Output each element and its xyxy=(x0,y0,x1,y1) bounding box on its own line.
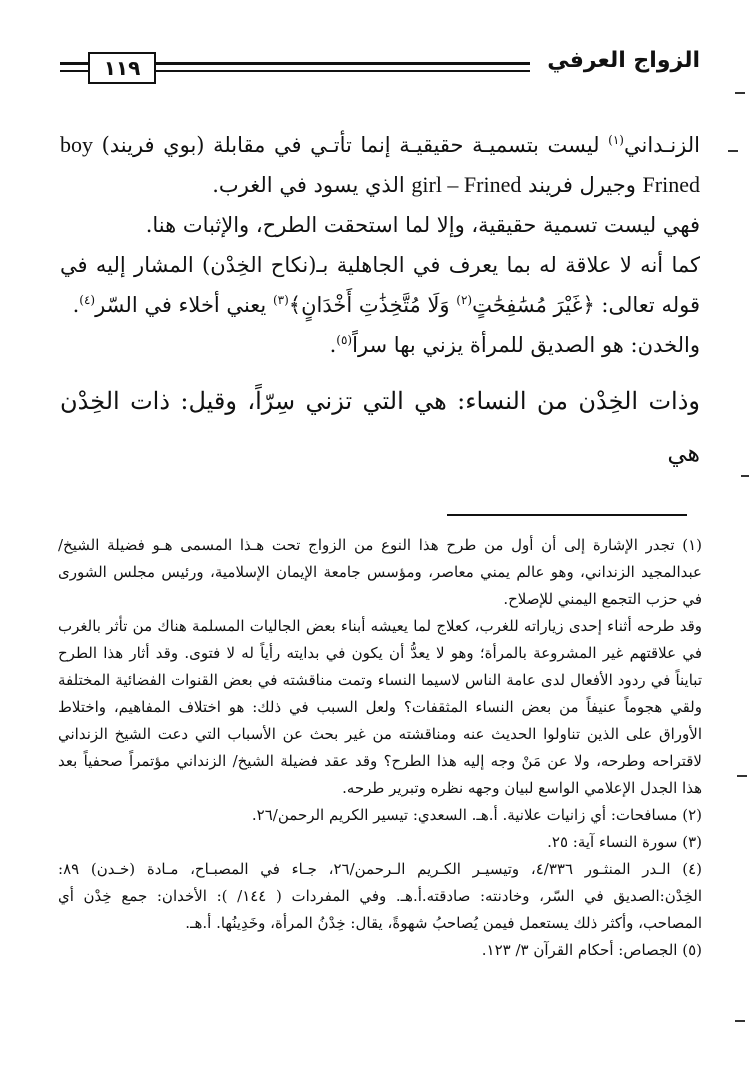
paragraph-5: وذات الخِدْن من النساء: هي التي تزني سِرّاً، وقيل: ذات الخِدْن هي xyxy=(60,387,700,467)
quran-verse: وَلَا مُتَّخِذَٰتِ أَخْدَانٍ﴾ xyxy=(288,293,457,317)
text-run: يعني أخلاء في السّر xyxy=(95,293,273,317)
paragraph-4 xyxy=(60,325,700,365)
paragraph-1 xyxy=(60,125,700,205)
margin-mark xyxy=(728,150,738,152)
text-run: والخدن: هو الصديق للمرأة يزني بها سراً xyxy=(352,333,700,357)
text-run: ليست بتسميـة حقيقيـة إنما تأتـي في مقابلة (بوي فريند) xyxy=(93,133,609,157)
margin-mark xyxy=(735,1020,745,1022)
footnote-ref-2[interactable]: (٢) xyxy=(456,293,473,307)
margin-mark xyxy=(737,775,747,777)
text-run: وجيرل فريند xyxy=(521,173,643,197)
footnotes xyxy=(58,532,702,964)
paragraph-2: فهي ليست تسمية حقيقية، وإلا لما استحقت الطرح، والإثبات هنا. xyxy=(145,213,700,237)
text-run: الذي يسود في الغرب. xyxy=(212,173,412,197)
footnote-5: (٥) الجصاص: أحكام القرآن ٣/ ١٢٣. xyxy=(481,941,702,959)
footnote-ref-4[interactable]: (٤) xyxy=(79,293,96,307)
margin-mark xyxy=(741,475,749,477)
paragraph-3 xyxy=(60,245,700,325)
footnote-2: (٢) مسافحات: أي زانيات علانية. أ.هـ. السعدي: تيسير الكريم الرحمن/٢٦. xyxy=(251,806,702,824)
running-title: الزواج العرفي xyxy=(547,48,700,73)
footnote-3: (٣) سورة النساء آية: ٢٥. xyxy=(547,833,702,851)
footnote-ref-5[interactable]: (٥) xyxy=(336,333,353,347)
footnote-ref-1[interactable]: (١) xyxy=(608,133,624,147)
footnote-separator xyxy=(447,514,687,516)
footnote-4: (٤) الـدر المنثـور ٤/٣٣٦، وتيسيـر الكـريم الـرحمن/٢٦، جـاء في المصبـاح، مـادة (خـدن) ٨٩: الخِدْن:الصديق في السّر، وخادنته: صادقته.أ.هـ. وفي المفردات ( ١٤٤/ ): الأخدان: جمع خِدْن أي المصاحب، وأكثر ذلك يستعمل فيمن يُصاحبُ شهوةً، يقال: خِدْنُ المرأة، وخَدِينُها. أ.هـ. xyxy=(58,860,703,932)
page-header xyxy=(60,44,700,92)
main-text xyxy=(60,125,700,479)
text-run: الزنـداني xyxy=(623,133,700,157)
english-term-1: boy Frined xyxy=(60,132,700,197)
page-number: ١١٩ xyxy=(88,52,156,84)
footnote-1: (١) تجدر الإشارة إلى أن أول من طرح هذا النوع من الزواج تحت هـذا المسمى هـو فضيلة الشيخ/ عبدالمجيد الزنداني، وهو عالم يمني معاصر، ومؤسس جامعة الإيمان الإسلامية، ورئيس مجلس الشورى في حزب التجمع اليمني للإصلاح. xyxy=(58,536,702,608)
text-run: كما أنه لا علاقة له بما يعرف في الجاهلية بـ(نكاح الخِدْن) المشار إليه في قوله تعالى: ﴿غَيْرَ مُسَٰفِحَٰتٍ xyxy=(60,253,700,317)
english-term-2: girl – Frined xyxy=(411,172,522,197)
footnote-1-continued: وقد طرحه أثناء إحدى زياراته للغرب، كعلاج لما يعيشه أبناء بعض الجاليات المسلمة هناك من تأثر بالغرب في علاقتهم غير المشروعة بالمرأة؛ وهو لا يعدُّ أن يكون في بدايته رأياً له لا فتوى. وقد أثار هذا الطرح تبايناً في ردود الأفعال لدى عامة الناس لاسيما النساء وتمت مناقشته في بعض القنوات الفضائية المختلفة ولقي هجوماً عنيفاً من بعض النساء المثقفات؟ ولعل السبب في ذلك: هو اختلاف المفاهيم، واختلاط الأوراق على الذين تناولوا الحديث عنه ومناقشته من غير بحث عن الأسباب التي دعت الشيخ الزنداني لاقتراحه وطرحه، ولا عن مَنْ وجه إليه هذا الطرح؟ وقد عقد فضيلة الشيخ/ الزنداني مؤتمراً صحفياً بعد هذا الجدل الإعلامي الواسع لبيان وجهه نظره وتبرير طرحه. xyxy=(58,617,703,797)
text-run: . xyxy=(329,333,337,357)
text-run: . xyxy=(72,293,80,317)
margin-mark xyxy=(735,92,745,94)
footnote-ref-3[interactable]: (٣) xyxy=(272,293,289,307)
